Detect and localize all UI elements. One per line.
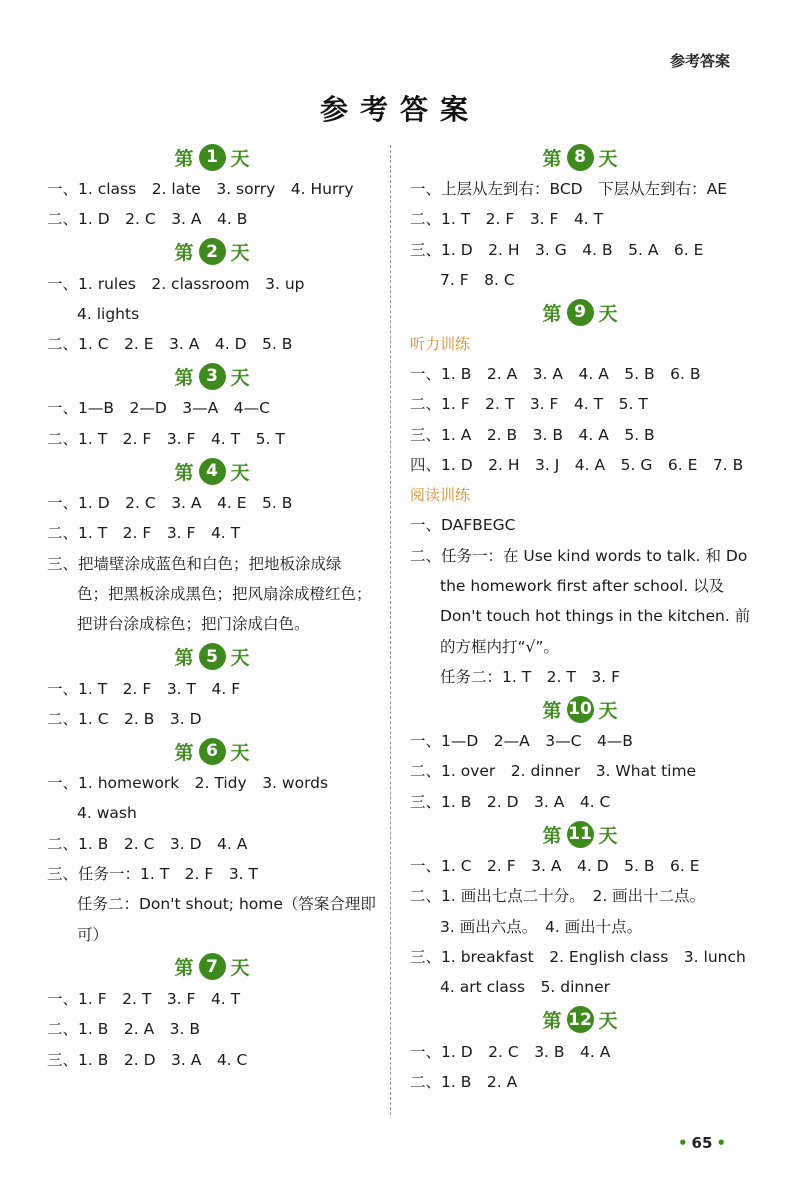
answer-line: 二、1. B 2. A 3. B	[47, 1020, 201, 1039]
day-number-badge: 11	[567, 821, 594, 848]
answer-line: the homework first after school. 以及	[440, 576, 725, 595]
day-6-heading: 第 6 天	[47, 734, 377, 768]
day-number-badge: 12	[567, 1006, 594, 1033]
answer-line: 二、1. C 2. B 3. D	[47, 709, 202, 728]
day-1-heading: 第 1 天	[47, 140, 377, 174]
page-title: 参考答案	[319, 93, 480, 126]
answer-line: 任务二：1. T 2. T 3. F	[440, 667, 620, 686]
answer-line: 一、1. class 2. late 3. sorry 4. Hurry	[47, 180, 354, 198]
answer-line: 三、1. B 2. D 3. A 4. C	[410, 792, 611, 811]
answer-line: 色；把黑板涂成黑色；把风扇涂成橙红色；	[77, 584, 372, 603]
listening-section-label: 听力训练	[410, 335, 471, 354]
answer-line: 二、任务一：在 Use kind words to talk. 和 Do	[410, 546, 748, 565]
day-4-heading: 第 4 天	[47, 454, 377, 488]
header-tag: 参考答案	[669, 52, 730, 70]
answer-line: 一、1. homework 2. Tidy 3. words	[47, 774, 329, 793]
answer-line: 三、1. D 2. H 3. G 4. B 5. A 6. E	[410, 240, 704, 259]
day-number-badge: 7	[199, 953, 226, 980]
answer-line: 4. lights	[77, 304, 140, 323]
answer-line: 的方框内打“√”。	[440, 637, 559, 656]
answer-line: 一、1. T 2. F 3. T 4. F	[47, 679, 241, 698]
answer-line: 二、1. 画出七点二十分。 2. 画出十二点。	[410, 887, 706, 906]
day-number-badge: 5	[199, 643, 226, 670]
answer-line: 三、1. B 2. D 3. A 4. C	[47, 1050, 248, 1069]
answer-line: 4. art class 5. dinner	[440, 978, 610, 997]
day-5-heading: 第 5 天	[47, 640, 377, 674]
answer-line: 二、1. T 2. F 3. F 4. T	[410, 210, 604, 229]
day-10-heading: 第 10 天	[410, 692, 750, 726]
answer-line: 二、1. B 2. A	[410, 1072, 518, 1091]
answer-line: 一、1. F 2. T 3. F 4. T	[47, 989, 241, 1008]
answer-line: 7. F 8. C	[440, 270, 515, 289]
day-number-badge: 10	[567, 696, 594, 723]
answer-line: 二、1. T 2. F 3. F 4. T 5. T	[47, 429, 285, 448]
day-number-badge: 3	[199, 363, 226, 390]
answer-line: 二、1. over 2. dinner 3. What time	[410, 762, 697, 781]
day-11-heading: 第 11 天	[410, 817, 750, 851]
right-column	[410, 140, 750, 1097]
day-number-badge: 1	[199, 144, 226, 171]
left-column	[47, 140, 377, 1075]
answer-line: 二、1. T 2. F 3. F 4. T	[47, 524, 241, 543]
day-8-heading: 第 8 天	[410, 140, 750, 174]
answer-line: 一、1. C 2. F 3. A 4. D 5. B 6. E	[410, 857, 700, 876]
answer-line: Don't touch hot things in the kitchen. 前	[440, 607, 751, 626]
answer-line: 二、1. B 2. C 3. D 4. A	[47, 834, 248, 853]
day-number-badge: 2	[199, 238, 226, 265]
answer-line: 一、DAFBEGC	[410, 516, 516, 535]
day-12-heading: 第 12 天	[410, 1003, 750, 1037]
column-divider	[390, 145, 391, 1115]
answer-line: 可）	[77, 925, 109, 944]
answer-line: 一、1. D 2. C 3. B 4. A	[410, 1042, 611, 1061]
bullet-dot-icon: •	[716, 1134, 726, 1152]
answer-line: 一、1—D 2—A 3—C 4—B	[410, 732, 633, 751]
answer-line: 一、1. rules 2. classroom 3. up	[47, 274, 305, 293]
answer-line: 二、1. F 2. T 3. F 4. T 5. T	[410, 395, 648, 414]
answer-line: 三、1. breakfast 2. English class 3. lunch	[410, 947, 746, 966]
bullet-dot-icon: •	[677, 1134, 688, 1152]
day-number-badge: 9	[567, 299, 594, 326]
day-7-heading: 第 7 天	[47, 950, 377, 984]
answer-line: 一、1. D 2. C 3. A 4. E 5. B	[47, 494, 293, 513]
answer-line: 3. 画出六点。 4. 画出十点。	[440, 917, 643, 936]
answer-line: 三、把墙壁涂成蓝色和白色；把地板涂成绿	[47, 554, 342, 573]
day-9-heading: 第 9 天	[410, 295, 750, 329]
day-number-badge: 4	[199, 458, 226, 485]
answer-line: 把讲台涂成棕色；把门涂成白色。	[77, 615, 310, 634]
day-3-heading: 第 3 天	[47, 359, 377, 393]
day-number-badge: 6	[199, 738, 226, 765]
page-number: • 65 •	[677, 1134, 726, 1152]
answer-line: 二、1. D 2. C 3. A 4. B	[47, 210, 248, 229]
answer-line: 一、1—B 2—D 3—A 4—C	[47, 399, 270, 418]
answer-line: 三、1. A 2. B 3. B 4. A 5. B	[410, 425, 655, 444]
answer-line: 一、1. B 2. A 3. A 4. A 5. B 6. B	[410, 365, 701, 384]
reading-section-label: 阅读训练	[410, 486, 471, 505]
answer-line: 一、上层从左到右：BCD 下层从左到右：AE	[410, 180, 728, 198]
answer-line: 三、任务一：1. T 2. F 3. T	[47, 865, 258, 884]
day-number-badge: 8	[567, 144, 594, 171]
answer-line: 任务二：Don't shout; home（答案合理即	[77, 895, 376, 914]
day-2-heading: 第 2 天	[47, 235, 377, 269]
answer-line: 4. wash	[77, 804, 137, 823]
answer-line: 四、1. D 2. H 3. J 4. A 5. G 6. E 7. B	[410, 456, 744, 475]
answer-line: 二、1. C 2. E 3. A 4. D 5. B	[47, 335, 293, 354]
